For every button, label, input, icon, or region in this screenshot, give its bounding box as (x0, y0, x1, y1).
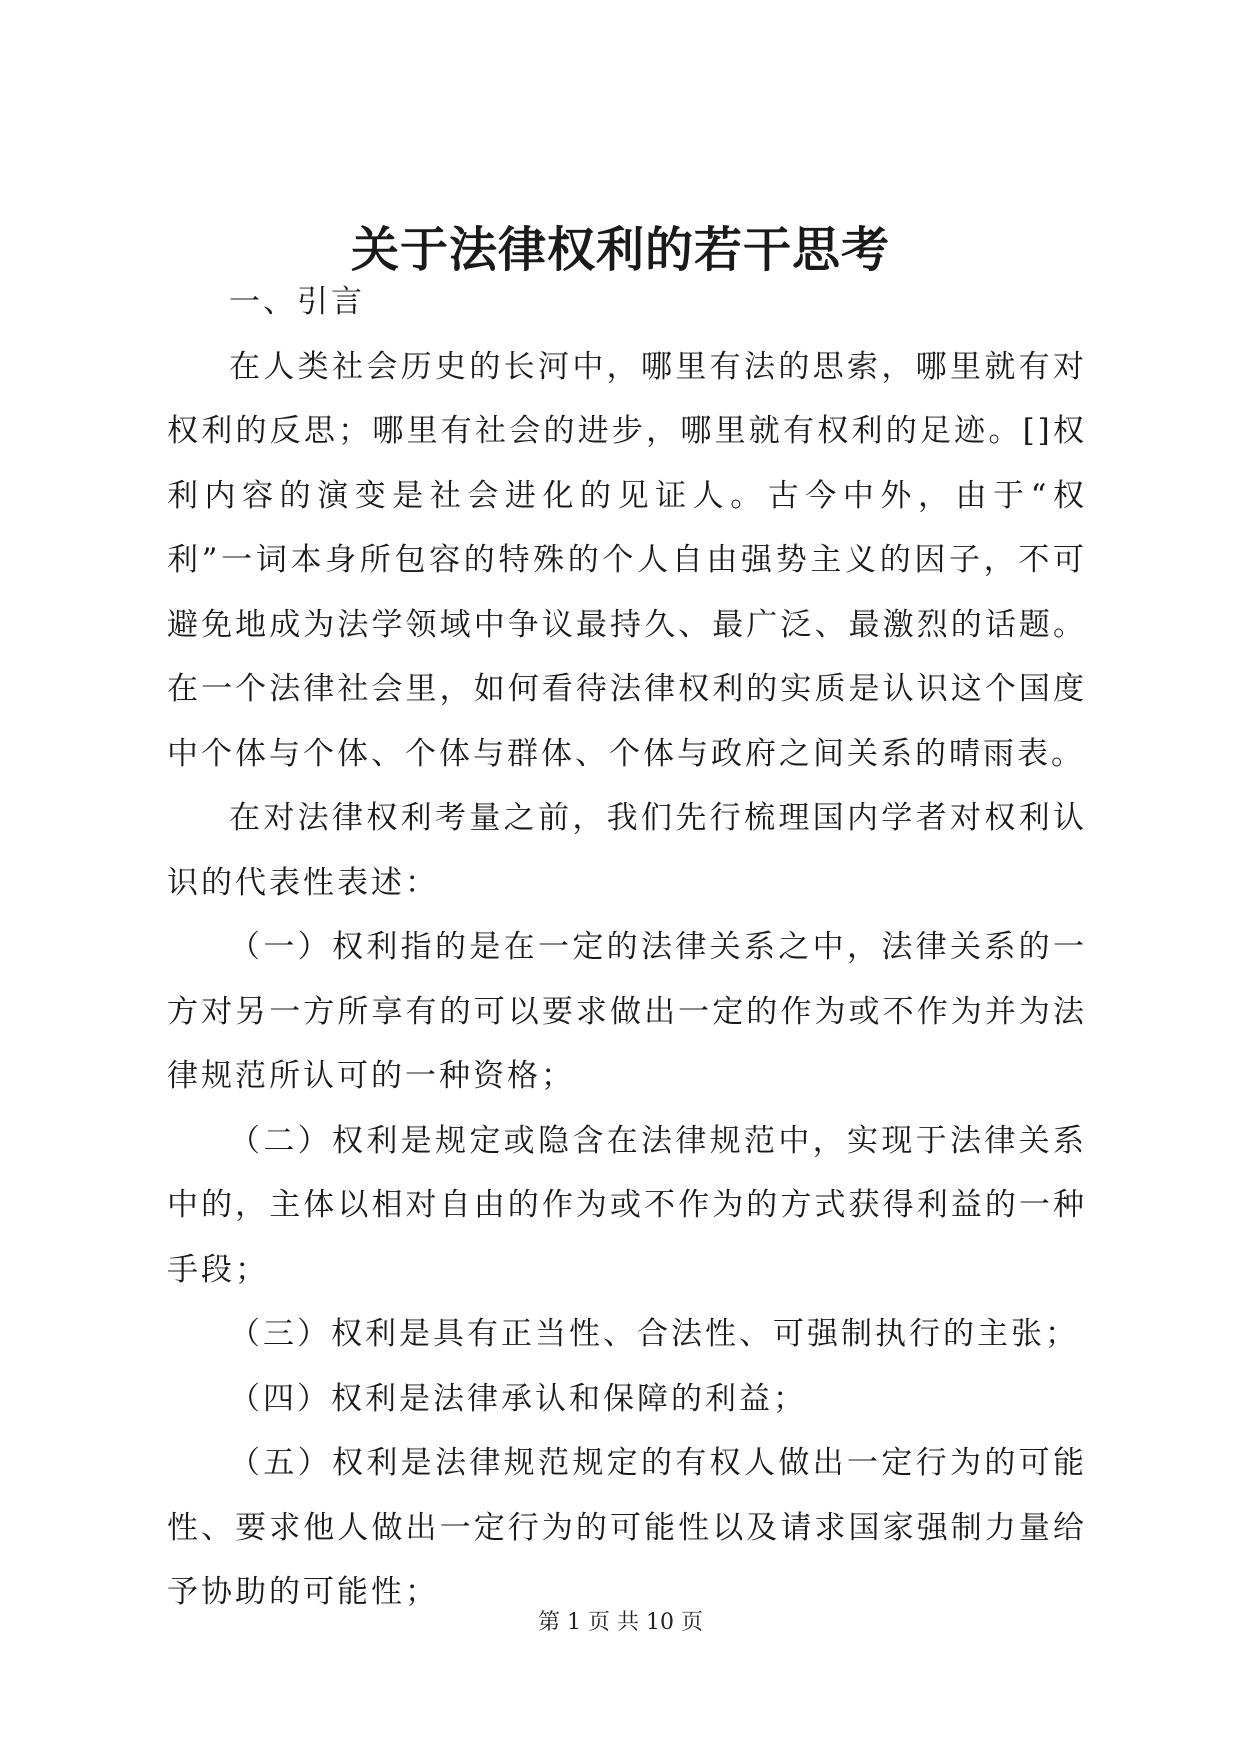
list-item-2: （二）权利是规定或隐含在法律规范中，实现于法律关系中的，主体以相对自由的作为或不作为的方式获得利益的一种手段； (167, 1122, 1087, 1288)
section-heading-introduction: 一、引言 (229, 284, 365, 320)
paragraph-representative-statements: 在对法律权利考量之前，我们先行梳理国内学者对权利认识的代表性表述： (167, 800, 1087, 901)
list-item-4: （四）权利是法律承认和保障的利益； (229, 1380, 807, 1417)
paragraph-history-of-rights: 在人类社会历史的长河中，哪里有法的思索，哪里就有对权利的反思；哪里有社会的进步，哪里就有权利的足迹。[]权利内容的演变是社会进化的见证人。古今中外，由于“权利”一词本身所包容的特殊的个人自由强势主义的因子，不可避免地成为法学领域中争议最持久、最广泛、最激烈的话题。在一个法律社会里，如何看待法律权利的实质是认识这个国度中个体与个体、个体与群体、个体与政府之间关系的晴雨表。 (167, 348, 1087, 772)
page-footer: 第 1 页 共 10 页 (538, 1610, 703, 1635)
list-item-5: （五）权利是法律规范规定的有权人做出一定行为的可能性、要求他人做出一定行为的可能性以及请求国家强制力量给予协助的可能性； (167, 1445, 1087, 1610)
list-item-1: （一）权利指的是在一定的法律关系之中，法律关系的一方对另一方所享有的可以要求做出一定的作为或不作为并为法律规范所认可的一种资格； (167, 929, 1087, 1094)
document-body (167, 270, 1087, 1625)
list-item-3: （三）权利是具有正当性、合法性、可强制执行的主张； (229, 1316, 1079, 1352)
document-title: 关于法律权利的若干思考 (350, 222, 890, 278)
